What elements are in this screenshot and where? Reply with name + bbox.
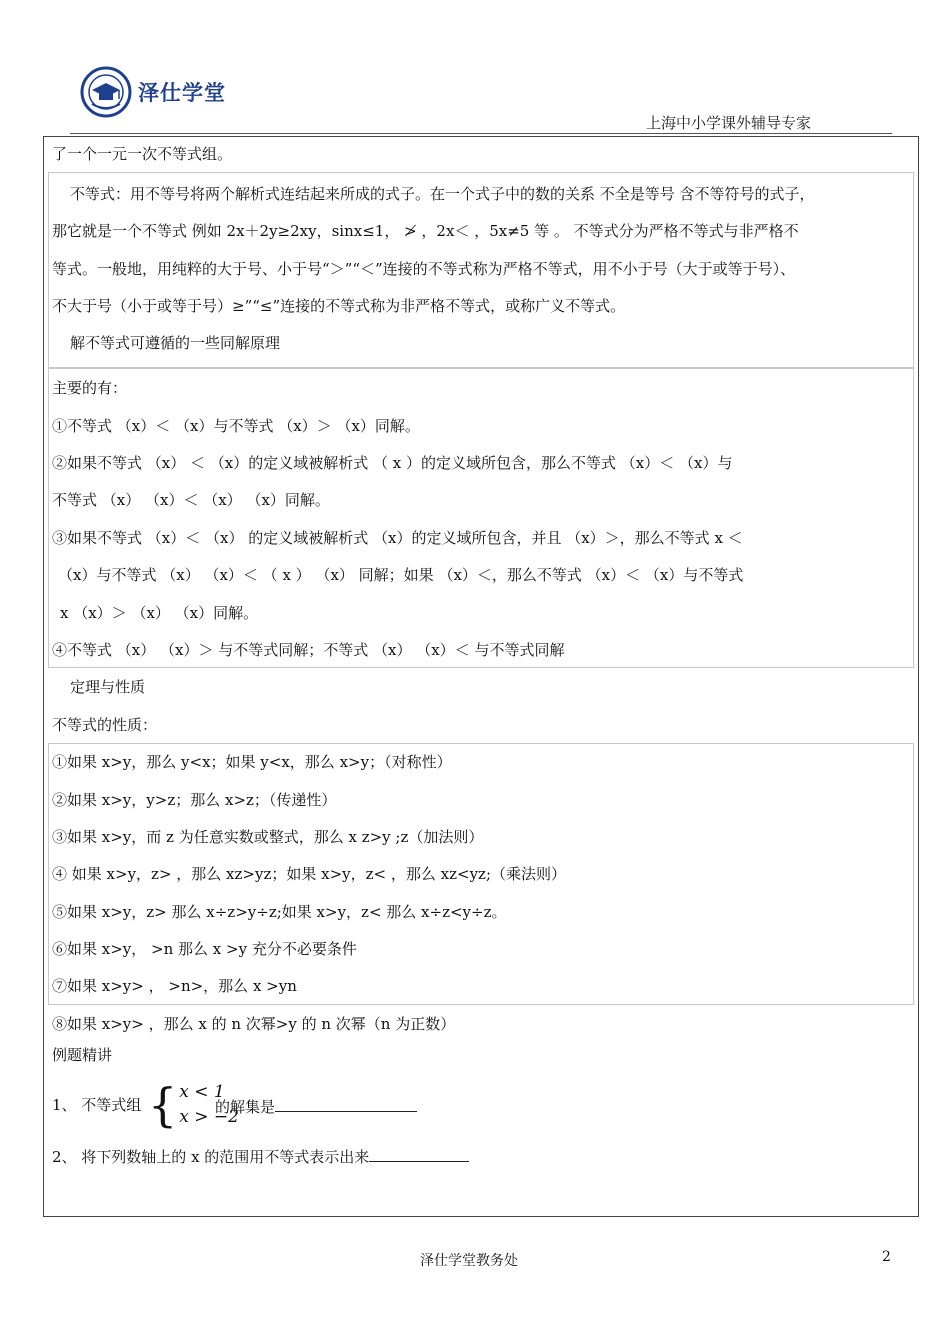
principle-line: ①不等式 （x）＜ （x）与不等式 （x）＞ （x）同解。 bbox=[52, 417, 420, 435]
header-logo bbox=[80, 66, 226, 118]
theorems-title: 定理与性质 bbox=[70, 678, 146, 696]
principle-line: x （x）＞ （x） （x）同解。 bbox=[60, 604, 259, 622]
principles-title: 解不等式可遵循的一些同解原理 bbox=[70, 334, 281, 352]
principle-line: （x）与不等式 （x） （x）＜ （ x ） （x） 同解；如果 （x）＜，那么不等式 （x）＜ （x）与不等式 bbox=[58, 566, 744, 584]
definition-line: 那它就是一个不等式 例如 2x＋2y≥2xy，sinx≤1， ≯ ，2x＜ ，5x≠5 等 。 不等式分为严格不等式与非严格不 bbox=[52, 222, 799, 240]
school-seal-icon bbox=[80, 66, 132, 118]
question-2-text: 2、 将下列数轴上的 x 的范围用不等式表示出来 bbox=[52, 1148, 370, 1166]
property-line: ⑧如果 x>y> ，那么 x 的 n 次幂>y 的 n 次幂（n 为正数） bbox=[52, 1015, 456, 1033]
property-line: ③如果 x>y，而 z 为任意实数或整式，那么 x z>y ;z（加法则） bbox=[52, 828, 484, 846]
question-1-suffix-text: 的解集是 bbox=[215, 1098, 276, 1116]
principle-line: ④不等式 （x） （x）＞ 与不等式同解；不等式 （x） （x）＜ 与不等式同解 bbox=[52, 641, 565, 659]
page-number: 2 bbox=[882, 1249, 891, 1265]
principles-intro: 主要的有： bbox=[52, 379, 128, 397]
definition-line: 不大于号（小于或等于号）≥”“≤”连接的不等式称为非严格不等式，或称广义不等式。 bbox=[52, 297, 626, 315]
examples-title: 例题精讲 bbox=[52, 1046, 113, 1064]
property-line: ⑤如果 x>y，z> 那么 x÷z>y÷z;如果 x>y，z< 那么 x÷z<y÷z。 bbox=[52, 903, 507, 921]
property-line: ④ 如果 x>y，z> ，那么 xz>yz；如果 x>y，z< ，那么 xz<yz;（乘法则） bbox=[52, 865, 566, 883]
answer-blank[interactable] bbox=[275, 1095, 417, 1112]
answer-blank[interactable] bbox=[369, 1145, 469, 1162]
logo-text: 泽仕学堂 bbox=[138, 81, 226, 105]
principles-box bbox=[48, 368, 914, 668]
intro-line: 了一个一元一次不等式组。 bbox=[52, 145, 233, 163]
definition-line: 不等式：用不等号将两个解析式连结起来所成的式子。在一个式子中的数的关系 不全是等号 含不等符号的式子， bbox=[70, 185, 815, 203]
principle-line: ②如果不等式 （x） ＜ （x）的定义域被解析式 （ x ）的定义域所包含，那么不等式 （x）＜ （x）与 bbox=[52, 454, 733, 472]
footer-office: 泽仕学堂教务处 bbox=[420, 1253, 518, 1269]
inequality-row: x > −2 bbox=[179, 1107, 239, 1127]
property-line: ②如果 x>y，y>z；那么 x>z；（传递性） bbox=[52, 791, 337, 809]
left-brace-icon: { bbox=[148, 1078, 178, 1132]
inequality-row: x < 1 bbox=[179, 1082, 225, 1102]
property-line: ⑦如果 x>y> ， >n>，那么 x >yn bbox=[52, 977, 297, 995]
header-slogan: 上海中小学课外辅导专家 bbox=[646, 114, 812, 132]
property-line: ⑥如果 x>y， >n 那么 x >y 充分不必要条件 bbox=[52, 940, 357, 958]
properties-title: 不等式的性质： bbox=[52, 716, 158, 734]
question-2 bbox=[52, 1145, 469, 1167]
header-divider bbox=[70, 133, 892, 134]
property-line: ①如果 x>y，那么 y<x；如果 y<x，那么 x>y；（对称性） bbox=[52, 753, 452, 771]
definition-line: 等式。一般地，用纯粹的大于号、小于号“＞”“＜”连接的不等式称为严格不等式，用不小于号（大于或等于号）、 bbox=[52, 260, 796, 278]
principle-line: ③如果不等式 （x）＜ （x） 的定义域被解析式 （x）的定义域所包含，并且 （x）＞，那么不等式 x ＜ bbox=[52, 529, 743, 547]
principle-line: 不等式 （x） （x）＜ （x） （x）同解。 bbox=[52, 491, 330, 509]
question-1-prefix: 1、 不等式组 bbox=[52, 1096, 142, 1114]
question-1-suffix bbox=[215, 1095, 417, 1117]
